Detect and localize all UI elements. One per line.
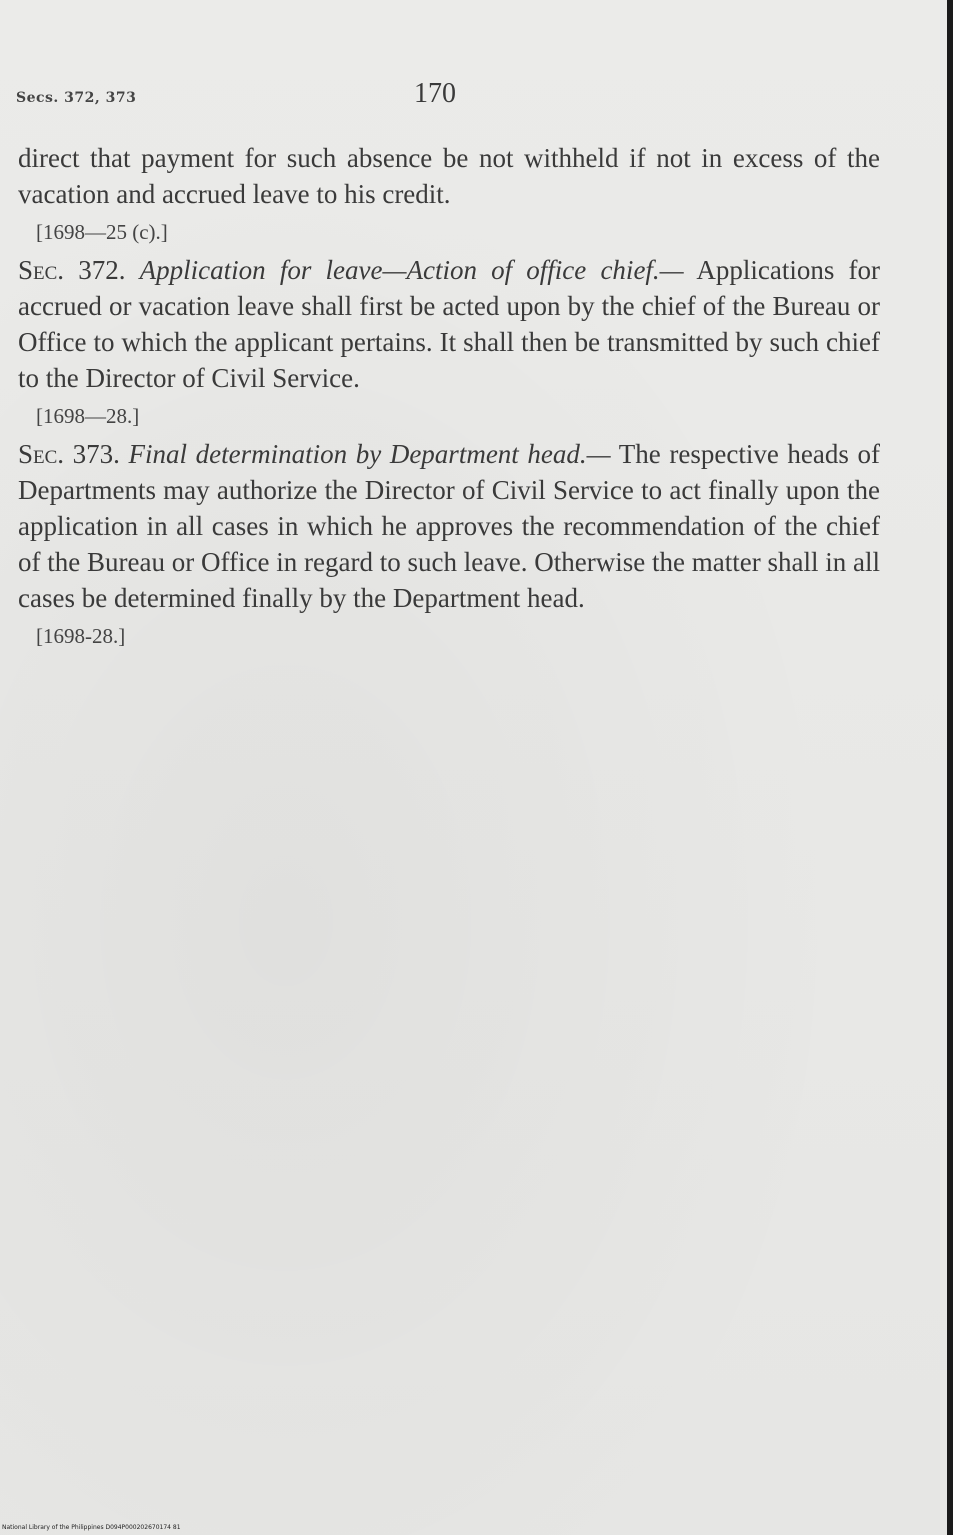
citation: [1698—25 (c).] — [36, 220, 168, 244]
section-text: Applications for accrued or vacation leave shall first be acted upon by the chief of the Bureau or Office to which the applicant pertains. It shall then be transmitted by such chief to the Director of Civil Service. — [18, 255, 881, 393]
section-372 — [18, 252, 880, 396]
section-373 — [18, 436, 880, 616]
page-body — [18, 140, 880, 656]
citation: [1698-28.] — [36, 624, 126, 648]
citation: [1698—28.] — [36, 404, 140, 428]
scan-edge — [947, 0, 953, 1535]
scan-credit: National Library of the Philippines D094P000202670174 81 — [2, 1524, 181, 1531]
section-title: Application for leave—Action of office chief.— — [139, 255, 684, 285]
section-label: Sec. 373. — [18, 439, 120, 469]
page-header — [16, 78, 876, 118]
section-reference: Secs. 372, 373 — [16, 90, 137, 106]
section-label: Sec. 372. — [18, 255, 126, 285]
continuation-paragraph: direct that payment for such absence be not withheld if not in excess of the vacation and accrued leave to his credit. — [18, 143, 880, 209]
section-text: The respective heads of Departments may authorize the Director of Civil Service to act finally upon the application in all cases in which he approves the recommendation of the chief of the Bureau or Office in regard to such leave. Otherwise the matter shall in all cases be determined finally by the Department head. — [18, 439, 880, 613]
section-title: Final determination by Department head.— — [128, 439, 611, 469]
page-number: 170 — [414, 78, 456, 109]
